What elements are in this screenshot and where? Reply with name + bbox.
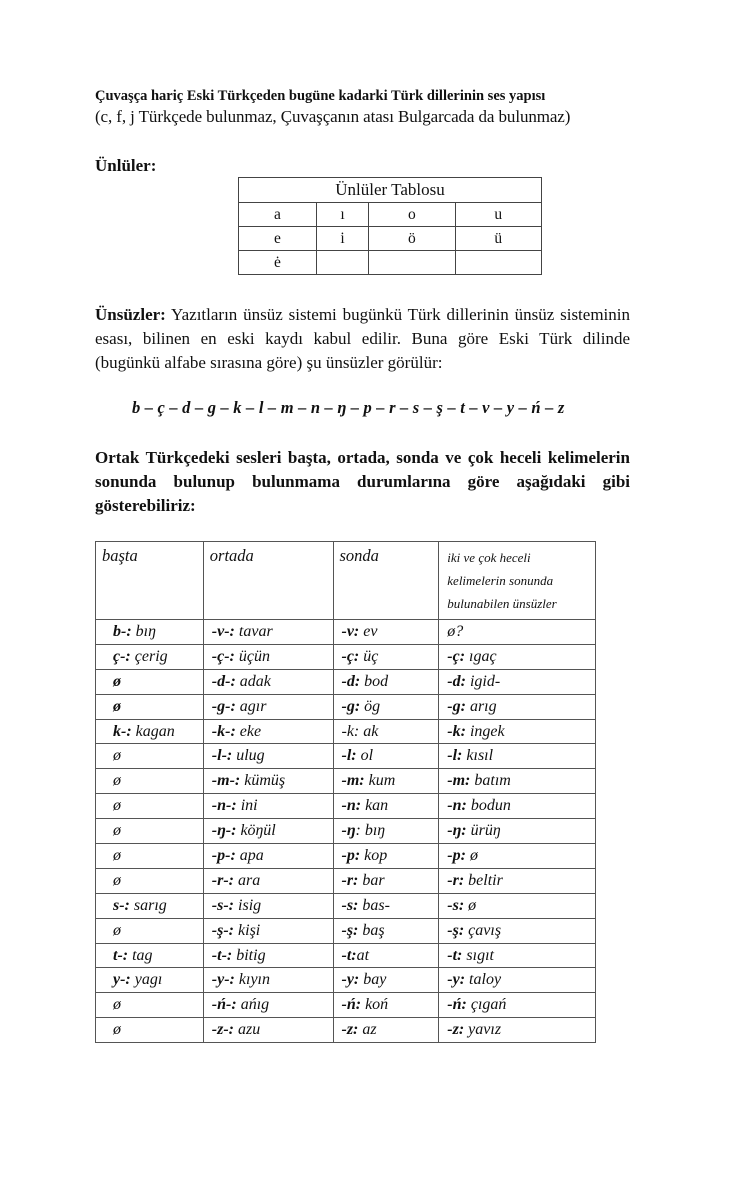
vowel-cell: ü	[455, 227, 541, 251]
consonant-key: ø	[113, 697, 121, 715]
vowel-cell: ı	[316, 203, 368, 227]
consonant-key: -t-:	[211, 946, 233, 964]
consonant-key: -t:	[447, 946, 463, 964]
table-cell	[96, 744, 204, 769]
table-cell	[439, 968, 596, 993]
vowel-cell: ė	[239, 251, 317, 275]
consonant-key: ç-:	[113, 647, 131, 665]
consonant-key: -ş:	[341, 921, 359, 939]
table-row	[96, 719, 596, 744]
document-subtitle: (c, f, j Türkçede bulunmaz, Çuvaşçanın atası Bulgarcada da bulunmaz)	[95, 107, 571, 126]
consonant-key: -m:	[447, 772, 471, 790]
table-cell	[439, 993, 596, 1018]
table-cell	[96, 893, 204, 918]
consonant-key: -r:	[447, 871, 465, 889]
example-word: bay	[359, 971, 387, 989]
consonant-key: -ń-:	[211, 996, 237, 1014]
vowel-cell: a	[239, 203, 317, 227]
example-word: kan	[361, 797, 389, 815]
consonant-key: -g:	[341, 697, 361, 715]
table-row	[96, 893, 596, 918]
vowel-cell	[369, 251, 455, 275]
consonant-key: -p:	[341, 846, 361, 864]
table-cell	[96, 620, 204, 645]
example-word: igid-	[465, 672, 501, 690]
consonant-key: -g:	[447, 697, 466, 715]
example-word: ini	[236, 797, 258, 815]
consonant-key: y-:	[113, 971, 131, 989]
example-word: koń	[361, 996, 389, 1014]
example-word: üç	[359, 647, 379, 665]
consonant-key: -s:	[447, 896, 465, 914]
example-word: ıgaç	[465, 647, 497, 665]
table-cell	[333, 819, 439, 844]
example-word: bar	[358, 871, 385, 889]
consonant-key: -l:	[341, 747, 357, 765]
table-cell	[96, 819, 204, 844]
consonant-key: -ń:	[341, 996, 362, 1014]
table-row	[239, 251, 542, 275]
example-word: beltir	[464, 871, 503, 889]
consonant-key: -d:	[447, 672, 466, 690]
example-word: ulug	[232, 747, 265, 765]
table-cell	[96, 794, 204, 819]
table-row	[239, 203, 542, 227]
vowel-table	[238, 177, 542, 275]
table-cell	[333, 844, 439, 869]
table-cell	[439, 844, 596, 869]
example-word: arıg	[465, 697, 497, 715]
example-word: bod	[360, 672, 389, 690]
consonant-key: -s:	[341, 896, 359, 914]
table-row	[96, 669, 596, 694]
consonant-key: -m:	[341, 772, 365, 790]
table-cell	[203, 968, 333, 993]
example-word: bıŋ	[131, 622, 156, 640]
vowel-table-title: Ünlüler Tablosu	[239, 178, 542, 203]
example-word: sıgıt	[462, 946, 494, 964]
consonant-key: -m-:	[211, 772, 241, 790]
consonant-key: -ŋ:	[447, 822, 467, 840]
table-cell	[96, 918, 204, 943]
consonant-key: k-:	[113, 722, 132, 740]
example-word: ø	[113, 846, 121, 864]
table-cell	[333, 620, 439, 645]
example-word: ø	[113, 797, 121, 815]
table-cell	[333, 893, 439, 918]
column-header: sonda	[333, 542, 439, 620]
example-word: bas-	[358, 896, 390, 914]
example-word: kişi	[234, 921, 261, 939]
example-word: ø	[113, 871, 121, 889]
vowel-cell	[455, 251, 541, 275]
table-cell	[203, 694, 333, 719]
example-word: çavış	[464, 921, 502, 939]
example-word: batım	[470, 772, 511, 790]
table-cell	[96, 943, 204, 968]
table-cell	[439, 1018, 596, 1043]
consonant-key: -y-:	[211, 971, 235, 989]
table-cell	[203, 644, 333, 669]
consonant-key: -v-:	[211, 622, 235, 640]
example-word: taloy	[465, 971, 502, 989]
consonant-key: -ş-:	[211, 921, 235, 939]
table-cell	[439, 669, 596, 694]
example-word: köŋül	[236, 822, 276, 840]
table-cell	[439, 918, 596, 943]
consonant-key: s-:	[113, 896, 130, 914]
consonant-key: -y:	[341, 971, 360, 989]
consonant-sequence: b – ç – d – g – k – l – m – n – ŋ – p – r – s – ş – t – v – y – ń – z	[132, 398, 565, 417]
consonant-key: -n:	[341, 797, 362, 815]
table-row	[96, 644, 596, 669]
consonant-key: -n-:	[211, 797, 237, 815]
table-cell	[333, 719, 439, 744]
table-row	[96, 993, 596, 1018]
example-word: üçün	[234, 647, 270, 665]
table-cell	[203, 744, 333, 769]
consonant-key: -s-:	[211, 896, 235, 914]
table-body	[96, 620, 596, 1043]
example-word: agır	[235, 697, 267, 715]
example-word: bodun	[466, 797, 511, 815]
consonant-key: -r:	[341, 871, 359, 889]
table-row	[96, 844, 596, 869]
consonant-key: -ç:	[447, 647, 466, 665]
consonant-key: b-:	[113, 622, 132, 640]
example-word: eke	[235, 722, 262, 740]
consonant-key: -g-:	[211, 697, 236, 715]
table-cell	[203, 943, 333, 968]
consonant-key: -d:	[341, 672, 361, 690]
vowel-cell: e	[239, 227, 317, 251]
consonant-key: -k-:	[211, 722, 236, 740]
table-row	[96, 968, 596, 993]
example-word: ańıg	[236, 996, 270, 1014]
document-page	[95, 86, 630, 1039]
table-cell	[439, 769, 596, 794]
table-cell	[333, 993, 439, 1018]
table-cell	[203, 1018, 333, 1043]
table-cell	[333, 644, 439, 669]
consonant-key: t-:	[113, 946, 129, 964]
table-cell	[203, 844, 333, 869]
column-header: başta	[96, 542, 204, 620]
consonant-key: -l:	[447, 747, 463, 765]
example-word: bitig	[232, 946, 266, 964]
vowels-heading: Ünlüler:	[95, 156, 157, 175]
table-row	[96, 769, 596, 794]
example-word: çerig	[130, 647, 168, 665]
consonant-key: -t:	[341, 946, 357, 964]
table-cell	[439, 620, 596, 645]
example-word: ingek	[465, 722, 505, 740]
example-word: kop	[360, 846, 388, 864]
table-cell	[439, 868, 596, 893]
consonant-key: -p-:	[211, 846, 236, 864]
table-cell	[203, 719, 333, 744]
table-cell	[203, 819, 333, 844]
table-cell	[333, 794, 439, 819]
table-row	[96, 868, 596, 893]
example-word: ø	[113, 822, 121, 840]
table-row	[96, 1018, 596, 1043]
example-word: sarıg	[129, 896, 167, 914]
example-word: kümüş	[240, 772, 286, 790]
table-cell	[333, 669, 439, 694]
consonant-key: -z:	[447, 1021, 465, 1039]
example-word: yagı	[130, 971, 163, 989]
example-word: ög	[360, 697, 381, 715]
consonant-key: -z:	[341, 1021, 359, 1039]
example-word: ø	[113, 772, 121, 790]
consonant-positions-table	[95, 541, 596, 1043]
table-cell	[333, 1018, 439, 1043]
vowel-cell: u	[455, 203, 541, 227]
document-title: Çuvaşça hariç Eski Türkçeden bugüne kadarki Türk dillerinin ses yapısı	[95, 88, 546, 104]
table-cell	[96, 1018, 204, 1043]
table-cell	[203, 993, 333, 1018]
table-cell	[333, 868, 439, 893]
example-word: yavız	[464, 1021, 502, 1039]
example-word: adak	[235, 672, 271, 690]
consonants-heading: Ünsüzler:	[95, 305, 166, 324]
table-cell	[203, 868, 333, 893]
table-row	[96, 744, 596, 769]
table-cell	[96, 993, 204, 1018]
table-cell	[96, 844, 204, 869]
example-word: çıgań	[466, 996, 507, 1014]
table-cell	[439, 694, 596, 719]
example-word: apa	[235, 846, 264, 864]
example-word: kısıl	[462, 747, 494, 765]
consonant-key: -p:	[447, 846, 466, 864]
table-row	[96, 794, 596, 819]
table-cell	[333, 769, 439, 794]
consonants-text: Yazıtların ünsüz sistemi bugünkü Türk dillerinin ünsüz sisteminin esası, bilinen en eski kaydı kabul edilir. Buna göre Eski Türk dilinde (bugünkü alfabe sırasına göre) şu ünsüzler görülür:	[95, 305, 630, 372]
example-word: ø?	[447, 622, 464, 640]
example-word: ø	[113, 747, 121, 765]
table-row	[96, 943, 596, 968]
column-header: ortada	[203, 542, 333, 620]
positions-paragraph: Ortak Türkçedeki sesleri başta, ortada, sonda ve çok heceli kelimelerin sonunda bulunup bulunmama durumlarına göre aşağıdaki gibi gösterebiliriz:	[95, 448, 630, 515]
example-word: baş	[358, 921, 385, 939]
table-cell	[96, 694, 204, 719]
table-cell	[439, 819, 596, 844]
consonant-key: -ç:	[341, 647, 360, 665]
consonant-key: -ŋ-:	[211, 822, 237, 840]
table-cell	[333, 694, 439, 719]
consonant-key: -v:	[341, 622, 360, 640]
example-word: kagan	[131, 722, 175, 740]
example-word: isig	[234, 896, 262, 914]
example-word: -k: ak	[341, 722, 379, 740]
example-word: tavar	[234, 622, 273, 640]
example-word: kum	[364, 772, 396, 790]
table-cell	[439, 794, 596, 819]
consonant-key: -d-:	[211, 672, 236, 690]
consonant-key: -k:	[447, 722, 466, 740]
vowel-cell	[316, 251, 368, 275]
example-word: tag	[128, 946, 153, 964]
table-cell	[96, 719, 204, 744]
table-cell	[333, 968, 439, 993]
consonant-key: -ş:	[447, 921, 465, 939]
example-word: at	[356, 946, 370, 964]
example-word: ø	[464, 896, 477, 914]
example-word: ø	[113, 996, 121, 1014]
table-header-row	[96, 542, 596, 620]
vowel-cell: o	[369, 203, 455, 227]
consonant-key: ø	[113, 672, 121, 690]
example-word: ev	[359, 622, 378, 640]
table-row	[96, 694, 596, 719]
table-cell	[333, 744, 439, 769]
example-word: ol	[356, 747, 374, 765]
table-cell	[439, 719, 596, 744]
example-word: ø	[113, 1021, 121, 1039]
table-cell	[203, 893, 333, 918]
table-cell	[203, 918, 333, 943]
table-cell	[333, 943, 439, 968]
vowel-cell: i	[316, 227, 368, 251]
table-cell	[439, 744, 596, 769]
table-cell	[96, 669, 204, 694]
example-word: : bıŋ	[355, 822, 385, 840]
consonants-paragraph	[95, 303, 630, 375]
example-word: kıyın	[234, 971, 270, 989]
vowel-cell: ö	[369, 227, 455, 251]
table-cell	[96, 968, 204, 993]
table-cell	[203, 769, 333, 794]
consonant-key: -ŋ	[341, 822, 356, 840]
table-cell	[203, 669, 333, 694]
consonant-key: -z-:	[211, 1021, 235, 1039]
consonant-key: -ń:	[447, 996, 467, 1014]
example-word: ara	[234, 871, 261, 889]
example-word: ø	[113, 921, 121, 939]
table-cell	[439, 893, 596, 918]
consonant-key: -l-:	[211, 747, 233, 765]
table-row	[96, 918, 596, 943]
consonant-key: -y:	[447, 971, 466, 989]
table-cell	[203, 620, 333, 645]
table-row	[239, 227, 542, 251]
table-cell	[439, 943, 596, 968]
table-cell	[96, 769, 204, 794]
table-cell	[333, 918, 439, 943]
consonant-key: -r-:	[211, 871, 235, 889]
example-word: azu	[234, 1021, 261, 1039]
table-cell	[439, 644, 596, 669]
consonant-key: -n:	[447, 797, 467, 815]
table-cell	[96, 868, 204, 893]
example-word: ø	[465, 846, 478, 864]
consonant-key: -ç-:	[211, 647, 235, 665]
table-cell	[96, 644, 204, 669]
column-header: iki ve çok heceli kelimelerin sonunda bulunabilen ünsüzler	[439, 542, 596, 620]
table-row	[96, 620, 596, 645]
example-word: az	[358, 1021, 377, 1039]
table-row	[96, 819, 596, 844]
example-word: ürüŋ	[466, 822, 501, 840]
table-cell	[203, 794, 333, 819]
